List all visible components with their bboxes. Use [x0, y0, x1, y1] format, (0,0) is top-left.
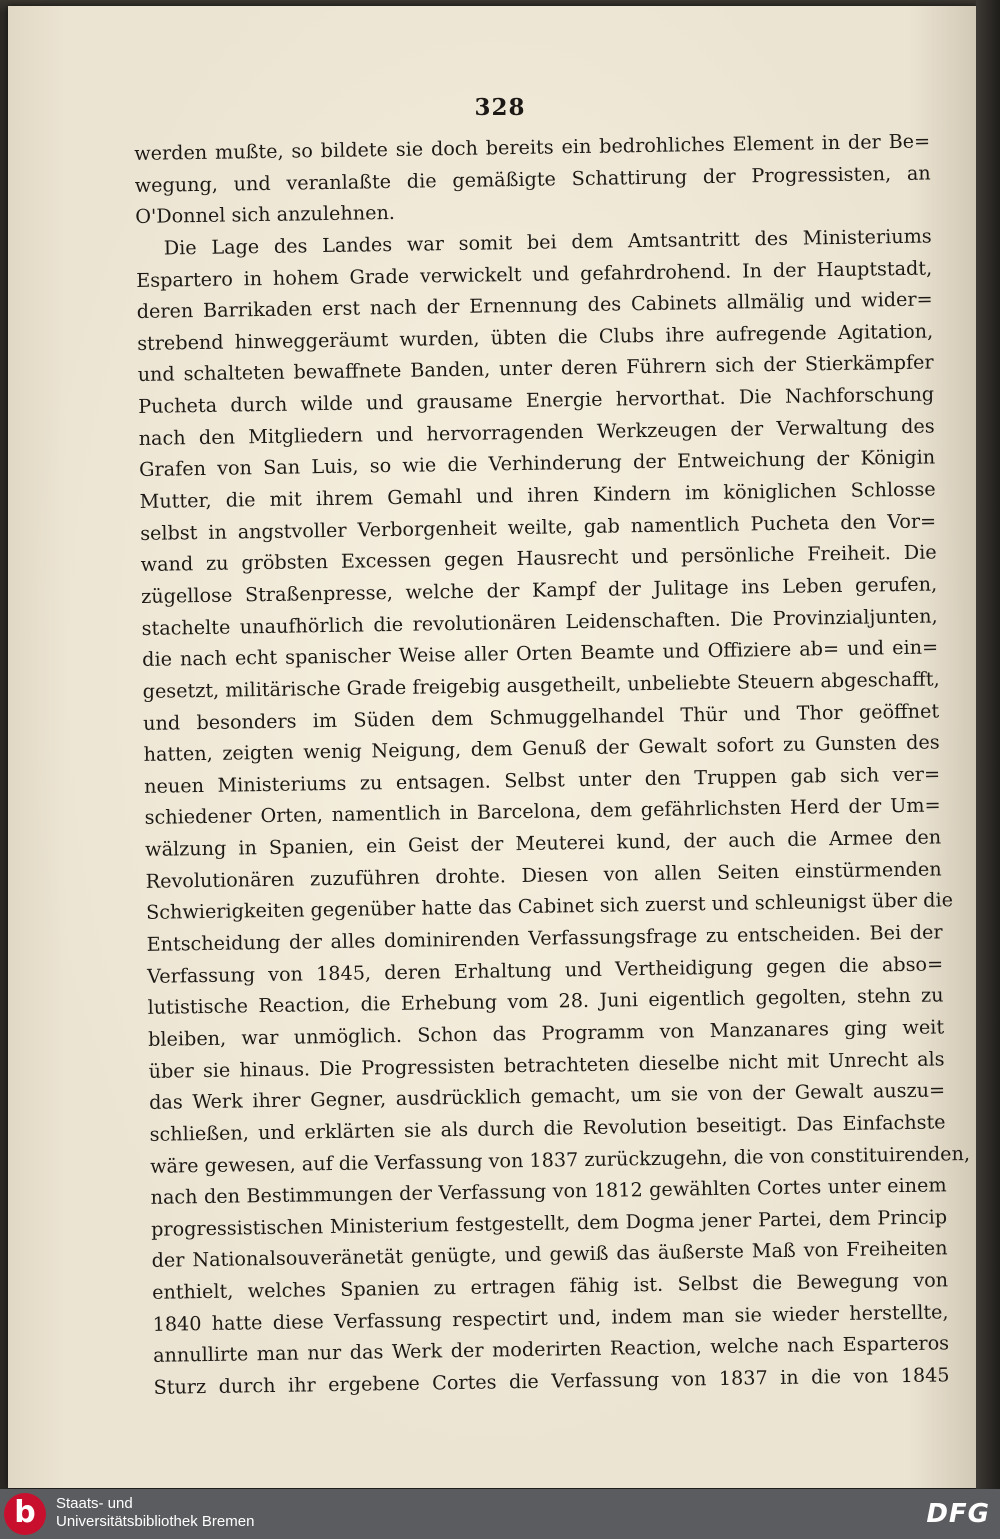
text-line: zügellose Straßenpresse, welche der Kampf der Julitage ins Leben gerufen,: [141, 572, 938, 608]
text-line: wegung, und veranlaßte die gemäßigte Schattirung der Progressisten, an: [134, 161, 931, 197]
text-line: das Werk ihrer Gegner, ausdrücklich gemacht, um sie von der Gewalt auszu=: [148, 1078, 946, 1115]
text-line: wäre gewesen, auf die Verfassung von 1837 zurückzugehn, die von constituirenden,: [149, 1141, 971, 1178]
text-line: Revolutionären zuzuführen drohte. Diesen von allen Seiten einstürmenden: [145, 857, 942, 893]
text-line: über sie hinaus. Die Progressisten betrachteten dieselbe nicht mit Unrecht als: [148, 1046, 945, 1083]
text-line: Die Lage des Landes war somit bei dem Amtsantritt des Ministeriums: [163, 224, 932, 260]
text-line: gesetzt, militärische Grade freigebig ausgetheilt, unbeliebte Steuern abgeschafft,: [142, 667, 940, 703]
text-line: annullirte man nur das Werk der moderirten Reaction, welche nach Esparteros: [152, 1331, 950, 1368]
text-line: hatten, zeigten wenig Neigung, dem Genuß der Gewalt sofort zu Gunsten des: [143, 730, 940, 767]
text-line: schließen, und erklärten sie als durch die Revolution beseitigt. Das Einfachste: [149, 1110, 946, 1146]
text-line: selbst in angstvoller Verborgenheit weilte, gab namentlich Pucheta den Vor=: [140, 509, 937, 545]
text-line: Verfassung von 1845, deren Erhaltung und Vertheidigung gegen die abso=: [146, 952, 944, 988]
institution-line-2: Universitätsbibliothek Bremen: [56, 1513, 255, 1530]
text-line: progressistischen Ministerium festgestellt, dem Dogma jener Partei, dem Princip: [150, 1205, 948, 1241]
text-line: Pucheta durch wilde und grausame Energie hervorthat. Die Nachforschung: [138, 382, 935, 419]
page-number: 328: [474, 94, 526, 121]
text-line: die nach echt spanischer Weise aller Orten Beamte und Offiziere ab= und ein=: [142, 635, 939, 672]
text-line: wälzung in Spanien, ein Geist der Meuterei kund, der auch die Armee den: [144, 825, 942, 862]
institution-line-1: Staats- und: [56, 1495, 133, 1512]
text-line: 1840 hatte diese Verfassung respectirt und, indem man sie wieder herstellte,: [152, 1300, 949, 1336]
text-line: nach den Bestimmungen der Verfassung von 1812 gewählten Cortes unter einem: [150, 1173, 947, 1210]
library-logo-icon[interactable]: b: [4, 1493, 46, 1535]
text-line: Sturz durch ihr ergebene Cortes die Verfassung von 1837 in die von 1845: [153, 1363, 950, 1399]
body-text: [134, 125, 971, 1403]
text-line: Grafen von San Luis, so wie die Verhinderung der Entweichung der Königin: [139, 445, 936, 482]
text-line: und schalteten bewaffnete Banden, unter deren Führern sich der Stierkämpfer: [137, 350, 934, 387]
text-line: werden mußte, so bildete sie doch bereits ein bedrohliches Element in der Be=: [134, 129, 931, 165]
text-line: enthielt, welches Spanien zu ertragen fähig ist. Selbst die Bewegung von: [151, 1268, 949, 1304]
institution-name[interactable]: [56, 1495, 254, 1531]
text-line: wand zu gröbsten Excessen gegen Hausrecht und persönliche Freiheit. Die: [140, 540, 937, 577]
text-line: strebend hinweggeräumt wurden, übten die Clubs ihre aufregende Agitation,: [137, 319, 934, 355]
text-line: und besonders im Süden dem Schmuggelhandel Thür und Thor geöffnet: [143, 698, 940, 735]
page-edge: [976, 0, 1000, 1490]
text-line: Schwierigkeiten gegenüber hatte das Cabinet sich zuerst und schleunigst über die: [145, 888, 954, 925]
text-line: O'Donnel sich anzulehnen.: [135, 201, 396, 229]
dfg-logo[interactable]: DFG: [926, 1499, 990, 1529]
text-line: Mutter, die mit ihrem Gemahl und ihren Kindern im königlichen Schlosse: [139, 477, 936, 514]
text-line: deren Barrikaden erst nach der Ernennung des Cabinets allmälig und wider=: [136, 287, 933, 324]
text-line: schiedener Orten, namentlich in Barcelona, dem gefährlichsten Herd der Um=: [144, 793, 941, 830]
text-line: bleiben, war unmöglich. Schon das Programm von Manzanares ging weit: [147, 1015, 945, 1051]
text-line: der Nationalsouveränetät genügte, und gewiß das äußerste Maß von Freiheiten: [151, 1236, 948, 1273]
text-line: stachelte unaufhörlich die revolutionären Leidenschaften. Die Provinzialjunten,: [141, 604, 938, 640]
text-line: lutistische Reaction, die Erhebung vom 28. Juni eigentlich gegolten, stehn zu: [147, 983, 944, 1020]
text-line: nach den Mitgliedern und hervorragenden Werkzeugen der Verwaltung des: [138, 414, 935, 450]
footer-bar: [0, 1489, 1000, 1539]
text-line: neuen Ministeriums zu entsagen. Selbst unter den Truppen gab sich ver=: [144, 762, 941, 798]
text-line: Entscheidung der alles dominirenden Verfassungsfrage zu entscheiden. Bei der: [146, 920, 943, 956]
text-line: Espartero in hohem Grade verwickelt und gefahrdrohend. In der Hauptstadt,: [136, 256, 933, 292]
